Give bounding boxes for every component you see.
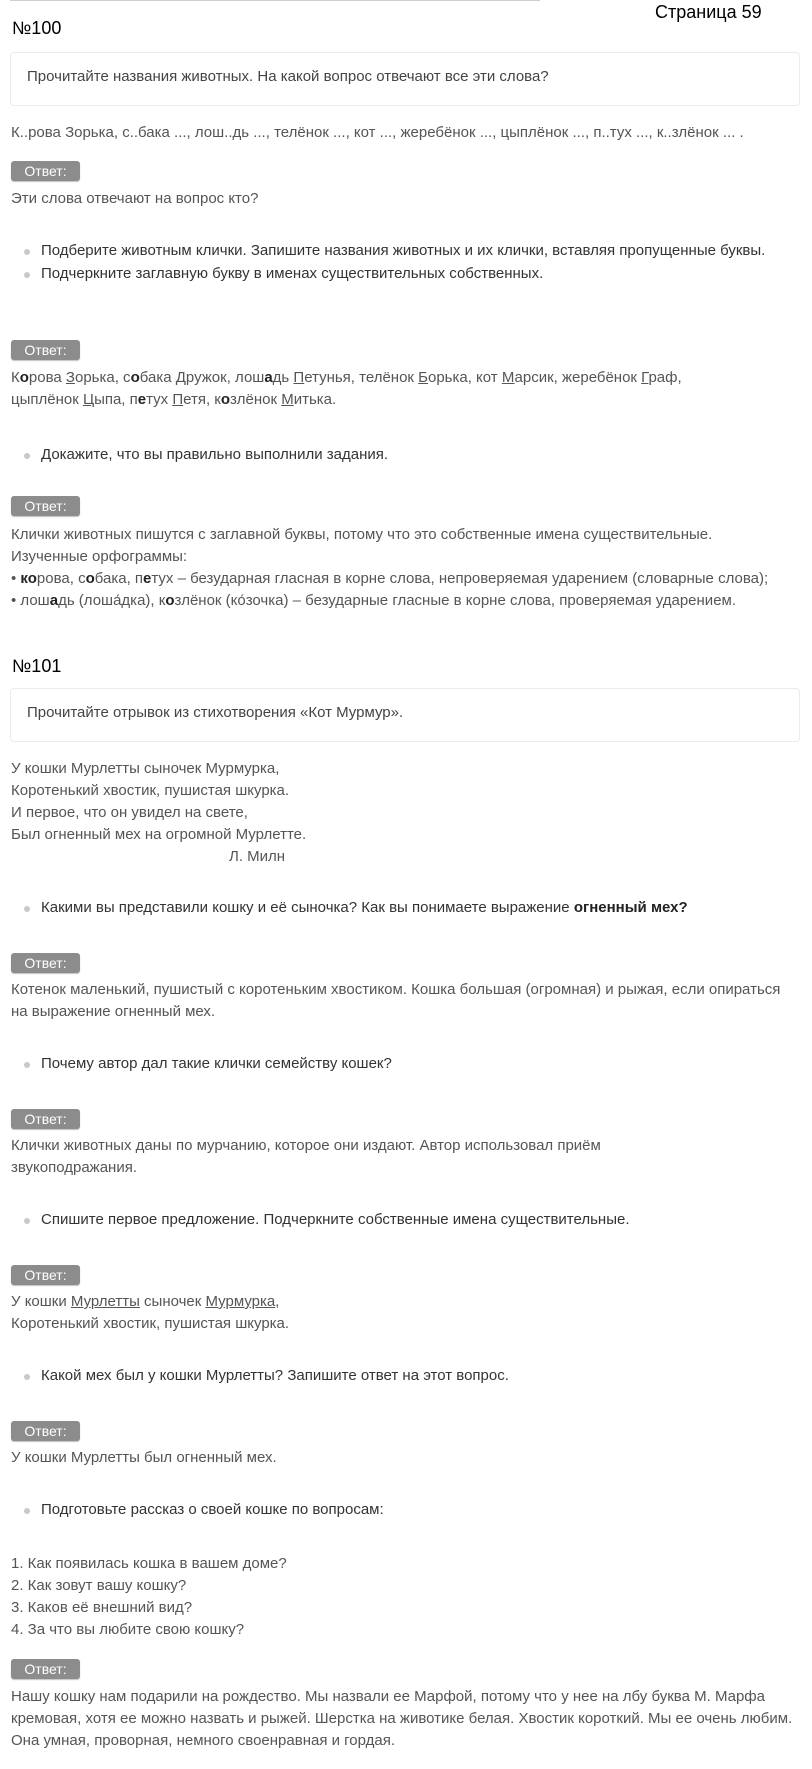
text-fragment: тух – безударная гласная в корне слова, непроверяемая ударением (словарные слова); bbox=[151, 570, 769, 587]
bullet-item bbox=[41, 897, 812, 919]
text-fragment: рова bbox=[28, 369, 66, 386]
bullet-item: Подберите животным клички. Запишите названия животных и их клички, вставляя пропущенные буквы. bbox=[41, 240, 812, 262]
bold-letter: е bbox=[137, 391, 147, 408]
answer-line: Изученные орфограммы: bbox=[11, 548, 188, 565]
bold-letter: о bbox=[27, 570, 37, 587]
text-fragment: дь (лоша́дка), к bbox=[58, 592, 166, 609]
poem-line: У кошки Мурлетты сыночек Мурмурка, bbox=[11, 760, 280, 777]
text-fragment: тух bbox=[146, 391, 173, 408]
text-fragment: злёнок (ко́зочка) – безударные гласные в корне слова, проверяемая ударением. bbox=[174, 592, 737, 609]
text-fragment: ружок, лош bbox=[185, 369, 265, 386]
bullet-item: Почему автор дал такие клички семейству кошек? bbox=[41, 1053, 812, 1075]
answer-badge: Ответ: bbox=[11, 1265, 80, 1285]
page-number: Страница 59 bbox=[655, 2, 762, 22]
bullet-item: Какой мех был у кошки Мурлетты? Запишите ответ на этот вопрос. bbox=[41, 1365, 812, 1387]
text-fragment: раф, bbox=[648, 369, 682, 386]
bullet-item: Подготовьте рассказ о своей кошке по вопросам: bbox=[41, 1499, 812, 1521]
task-bullets bbox=[11, 897, 812, 920]
exercise-101-task-box bbox=[10, 688, 800, 742]
orthogram-item: • лошадь (лоша́дка), козлёнок (ко́зочка) – безударные гласные в корне слова, проверяемая ударением. bbox=[11, 592, 737, 609]
text-fragment: злёнок bbox=[230, 391, 282, 408]
underlined-letter: П bbox=[293, 369, 305, 386]
exercise-100-title: №100 bbox=[12, 18, 62, 38]
task-bullets bbox=[11, 1499, 812, 1522]
text-fragment: цыплёнок bbox=[11, 391, 83, 408]
answer-line: Клички животных пишутся с заглавной буквы, потому что это собственные имена существительные. bbox=[11, 526, 713, 543]
answer-text: У кошки Мурлетты был огненный мех. bbox=[11, 1449, 277, 1466]
task-bullets bbox=[11, 1053, 812, 1076]
bold-letter: о bbox=[85, 570, 95, 587]
text-fragment: , bbox=[275, 1293, 280, 1310]
underlined-name: Мурмурка bbox=[205, 1293, 276, 1310]
answer-badge: Ответ: bbox=[11, 496, 80, 516]
underlined-letter: П bbox=[172, 391, 184, 408]
answer-text-sentence bbox=[11, 1291, 806, 1335]
question-item: 2. Как зовут вашу кошку? bbox=[11, 1577, 187, 1594]
answer-text-nicknames bbox=[11, 367, 806, 411]
bold-letter: о bbox=[220, 391, 231, 408]
task-text: Прочитайте отрывок из стихотворения «Кот Мурмур». bbox=[27, 704, 404, 721]
text-fragment: дь bbox=[272, 369, 294, 386]
text-fragment: ыпа, п bbox=[94, 391, 138, 408]
poem bbox=[11, 758, 806, 868]
answer-line bbox=[11, 367, 806, 389]
text-fragment: арсик, жеребёнок bbox=[514, 369, 642, 386]
task-bullets bbox=[11, 444, 812, 467]
text-fragment: етунья, телёнок bbox=[304, 369, 419, 386]
underlined-letter: Б bbox=[418, 369, 428, 386]
question-item: 4. За что вы любите свою кошку? bbox=[11, 1621, 245, 1638]
exercise-101-title: №101 bbox=[12, 656, 62, 676]
answer-badge: Ответ: bbox=[11, 1421, 80, 1441]
text-fragment: лош bbox=[20, 592, 50, 609]
text-fragment: итька. bbox=[293, 391, 337, 408]
top-divider bbox=[10, 0, 540, 1]
answer-text: Котенок маленький, пушистый с коротеньким хвостиком. Кошка большая (огромная) и рыжая, если опираться на выражение огненный мех. bbox=[11, 981, 781, 1020]
poem-author: Л. Милн bbox=[229, 848, 286, 865]
task-bullets bbox=[11, 1209, 812, 1232]
poem-line: И первое, что он увидел на свете, bbox=[11, 804, 248, 821]
question-item: 1. Как появилась кошка в вашем доме? bbox=[11, 1555, 287, 1572]
answer-badge: Ответ: bbox=[11, 1109, 80, 1129]
answer-text: Эти слова отвечают на вопрос кто? bbox=[11, 190, 259, 207]
answer-badge: Ответ: bbox=[11, 953, 80, 973]
poem-line: Коротенький хвостик, пушистая шкурка. bbox=[11, 782, 290, 799]
underlined-name: Мурлетты bbox=[70, 1293, 140, 1310]
bold-letter: о bbox=[130, 369, 140, 386]
text-fragment: рова, с bbox=[36, 570, 86, 587]
bold-letter: о bbox=[165, 592, 175, 609]
poem-line: Был огненный мех на огромной Мурлетте. bbox=[11, 826, 307, 843]
answer-badge: Ответ: bbox=[11, 340, 80, 360]
underlined-letter: М bbox=[281, 391, 294, 408]
text-fragment: бака bbox=[139, 369, 176, 386]
words-list: К..рова Зорька, с..бака ..., лош..дь ..., телёнок ..., кот ..., жеребёнок ..., цыплёнок ..., п..тух ..., к..злёнок ... . bbox=[11, 124, 744, 141]
task-text: Прочитайте названия животных. На какой вопрос отвечают все эти слова? bbox=[27, 68, 549, 85]
underlined-letter: М bbox=[501, 369, 515, 386]
bold-letter: а bbox=[49, 592, 59, 609]
bold-phrase: огненный мех? bbox=[573, 899, 688, 916]
bullet-item: Подчеркните заглавную букву в именах существительных собственных. bbox=[41, 263, 812, 285]
text-fragment: сыночек bbox=[139, 1293, 206, 1310]
task-bullets bbox=[11, 1365, 812, 1388]
task-bullets bbox=[11, 240, 812, 286]
text-fragment: бака, п bbox=[94, 570, 144, 587]
underlined-letter: Ц bbox=[82, 391, 95, 408]
text-fragment: орька, кот bbox=[427, 369, 502, 386]
bold-letter: е bbox=[143, 570, 152, 587]
bullet-item: Докажите, что вы правильно выполнили задания. bbox=[41, 444, 812, 466]
text-fragment: К bbox=[11, 369, 20, 386]
answer-text: Клички животных даны по мурчанию, которое они издают. Автор использовал приём звукоподражания. bbox=[11, 1137, 601, 1176]
answer-line: Коротенький хвостик, пушистая шкурка. bbox=[11, 1315, 290, 1332]
bold-letter: о bbox=[19, 369, 29, 386]
text-fragment: Какими вы представили кошку и её сыночка? Как вы понимаете выражение bbox=[41, 899, 574, 916]
answer-badge: Ответ: bbox=[11, 161, 80, 181]
answer-text-story: Нашу кошку нам подарили на рождество. Мы назвали ее Марфой, потому что у нее на лбу буква М. Марфа кремовая, хотя ее можно назвать и рыжей. Шерстка на животике белая. Хвостик короткий. Мы ее очень любим. Она умная, проворная, немного своенравная и гордая. bbox=[11, 1688, 793, 1749]
bullet-item: Спишите первое предложение. Подчеркните собственные имена существительные. bbox=[41, 1209, 812, 1231]
question-item: 3. Каков её внешний вид? bbox=[11, 1599, 193, 1616]
underlined-letter: З bbox=[65, 369, 75, 386]
underlined-letter: Д bbox=[175, 369, 186, 386]
text-fragment: У кошки bbox=[11, 1293, 71, 1310]
orthogram-item: • корова, собака, петух – безударная гласная в корне слова, непроверяемая ударением (словарные слова); bbox=[11, 570, 769, 587]
underlined-letter: Г bbox=[641, 369, 649, 386]
answer-line bbox=[11, 1291, 806, 1313]
answer-line bbox=[11, 389, 806, 411]
text-fragment: етя, к bbox=[183, 391, 221, 408]
questions-list bbox=[11, 1553, 806, 1641]
bold-letter: а bbox=[264, 369, 273, 386]
exercise-100-task-box bbox=[10, 52, 800, 106]
answer-badge: Ответ: bbox=[11, 1659, 80, 1679]
bold-letter: к bbox=[20, 570, 28, 587]
answer-text-orthograms bbox=[11, 524, 806, 612]
text-fragment: орька, с bbox=[74, 369, 131, 386]
